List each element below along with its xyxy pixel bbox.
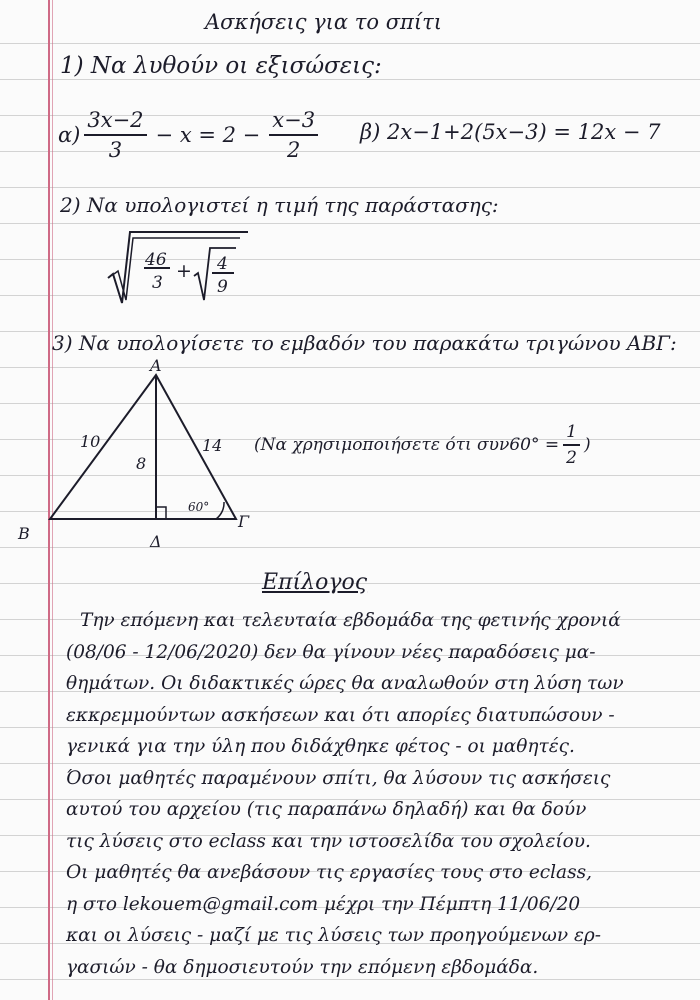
cosine-hint-fraction (563, 422, 580, 468)
fraction-numerator: 3x−2 (84, 108, 146, 136)
page-title: Ασκήσεις για το σπίτι (205, 10, 442, 34)
fraction-denominator: 2 (286, 138, 301, 162)
cosine-hint-suffix: ) (583, 435, 591, 455)
triangle-diagram (10, 355, 270, 555)
vertex-g-label: Γ (238, 512, 250, 531)
epilogue-line: (08/06 - 12/06/2020) δεν θα γίνουν νέες παραδόσεις μα- (66, 641, 596, 663)
fraction-numerator: x−3 (269, 108, 318, 136)
epilogue-line: τις λύσεις στο eclass και την ιστοσελίδα του σχολείου. (66, 830, 591, 852)
equation-a-marker: α) (58, 123, 81, 147)
fraction-numerator: 1 (563, 422, 580, 446)
sqrt-plus-sign: + (176, 260, 192, 282)
epilogue-line: Οι μαθητές θα ανεβάσουν τις εργασίες τους στο eclass, (66, 862, 592, 883)
epilogue-line: η στο lekouem@gmail.com μέχρι την Πέμπτη 11/06/20 (66, 893, 581, 915)
exercise-2-label: 2) Να υπολογιστεί η τιμή της παράστασης: (60, 193, 499, 217)
angle-arc (216, 502, 224, 519)
epilogue-line: Όσοι μαθητές παραμένουν σπίτι, θα λύσουν τις ασκήσεις (66, 767, 611, 789)
sqrt-fraction-1-denominator: 3 (152, 273, 163, 293)
vertex-a-label: Α (150, 356, 162, 375)
fraction-denominator: 3 (108, 138, 123, 162)
sqrt-fraction-2-denominator: 9 (217, 277, 228, 297)
right-angle-mark (156, 507, 166, 519)
epilogue-line: θημάτων. Οι διδακτικές ώρες θα αναλωθούν στη λύση των (66, 673, 624, 694)
cosine-hint-prefix: (Να χρησιμοποιήσετε ότι συν60° = (254, 435, 560, 455)
equation-a-fraction-2 (269, 108, 318, 162)
epilogue-line: γασιών - θα δημοσιευτούν την επόμενη εβδομάδα. (66, 956, 539, 978)
side-ag-label: 14 (202, 436, 223, 455)
sqrt-fraction-2-numerator: 4 (217, 254, 228, 274)
epilogue-line: γενικά για την ύλη που διδάχθηκε φέτος - οι μαθητές. (66, 736, 575, 757)
epilogue-line: εκκρεμμούντων ασκήσεων και ότι απορίες διατυπώσουν - (66, 704, 615, 726)
angle-label: 60° (188, 500, 210, 514)
vertex-b-label: Β (18, 524, 30, 543)
foot-d-label: Δ (150, 532, 162, 551)
fraction-denominator: 2 (566, 448, 577, 468)
epilogue-title: Επίλογος (262, 570, 368, 595)
exercise-1-label: 1) Να λυθούν οι εξισώσεις: (60, 53, 382, 79)
equation-a-fraction-1 (84, 108, 146, 162)
height-label: 8 (136, 454, 147, 473)
epilogue-line: αυτού του αρχείου (τις παραπάνω δηλαδή) και θα δούν (66, 799, 587, 820)
epilogue-line: Την επόμενη και τελευταία εβδομάδα της φετινής χρονιά (80, 610, 621, 631)
equation-a (58, 108, 322, 162)
epilogue-line: και οι λύσεις - μαζί με τις λύσεις των προηγούμενων ερ- (66, 925, 602, 946)
equation-a-middle: − x = 2 − (155, 123, 261, 147)
cosine-hint (254, 422, 591, 468)
sqrt-fraction-1-numerator: 46 (145, 250, 167, 270)
exercise-3-label: 3) Να υπολογίσετε το εμβαδόν του παρακάτω τριγώνου ΑΒΓ: (52, 331, 677, 355)
equation-b: β) 2x−1+2(5x−3) = 12x − 7 (360, 120, 661, 144)
side-ab-label: 10 (80, 432, 101, 451)
